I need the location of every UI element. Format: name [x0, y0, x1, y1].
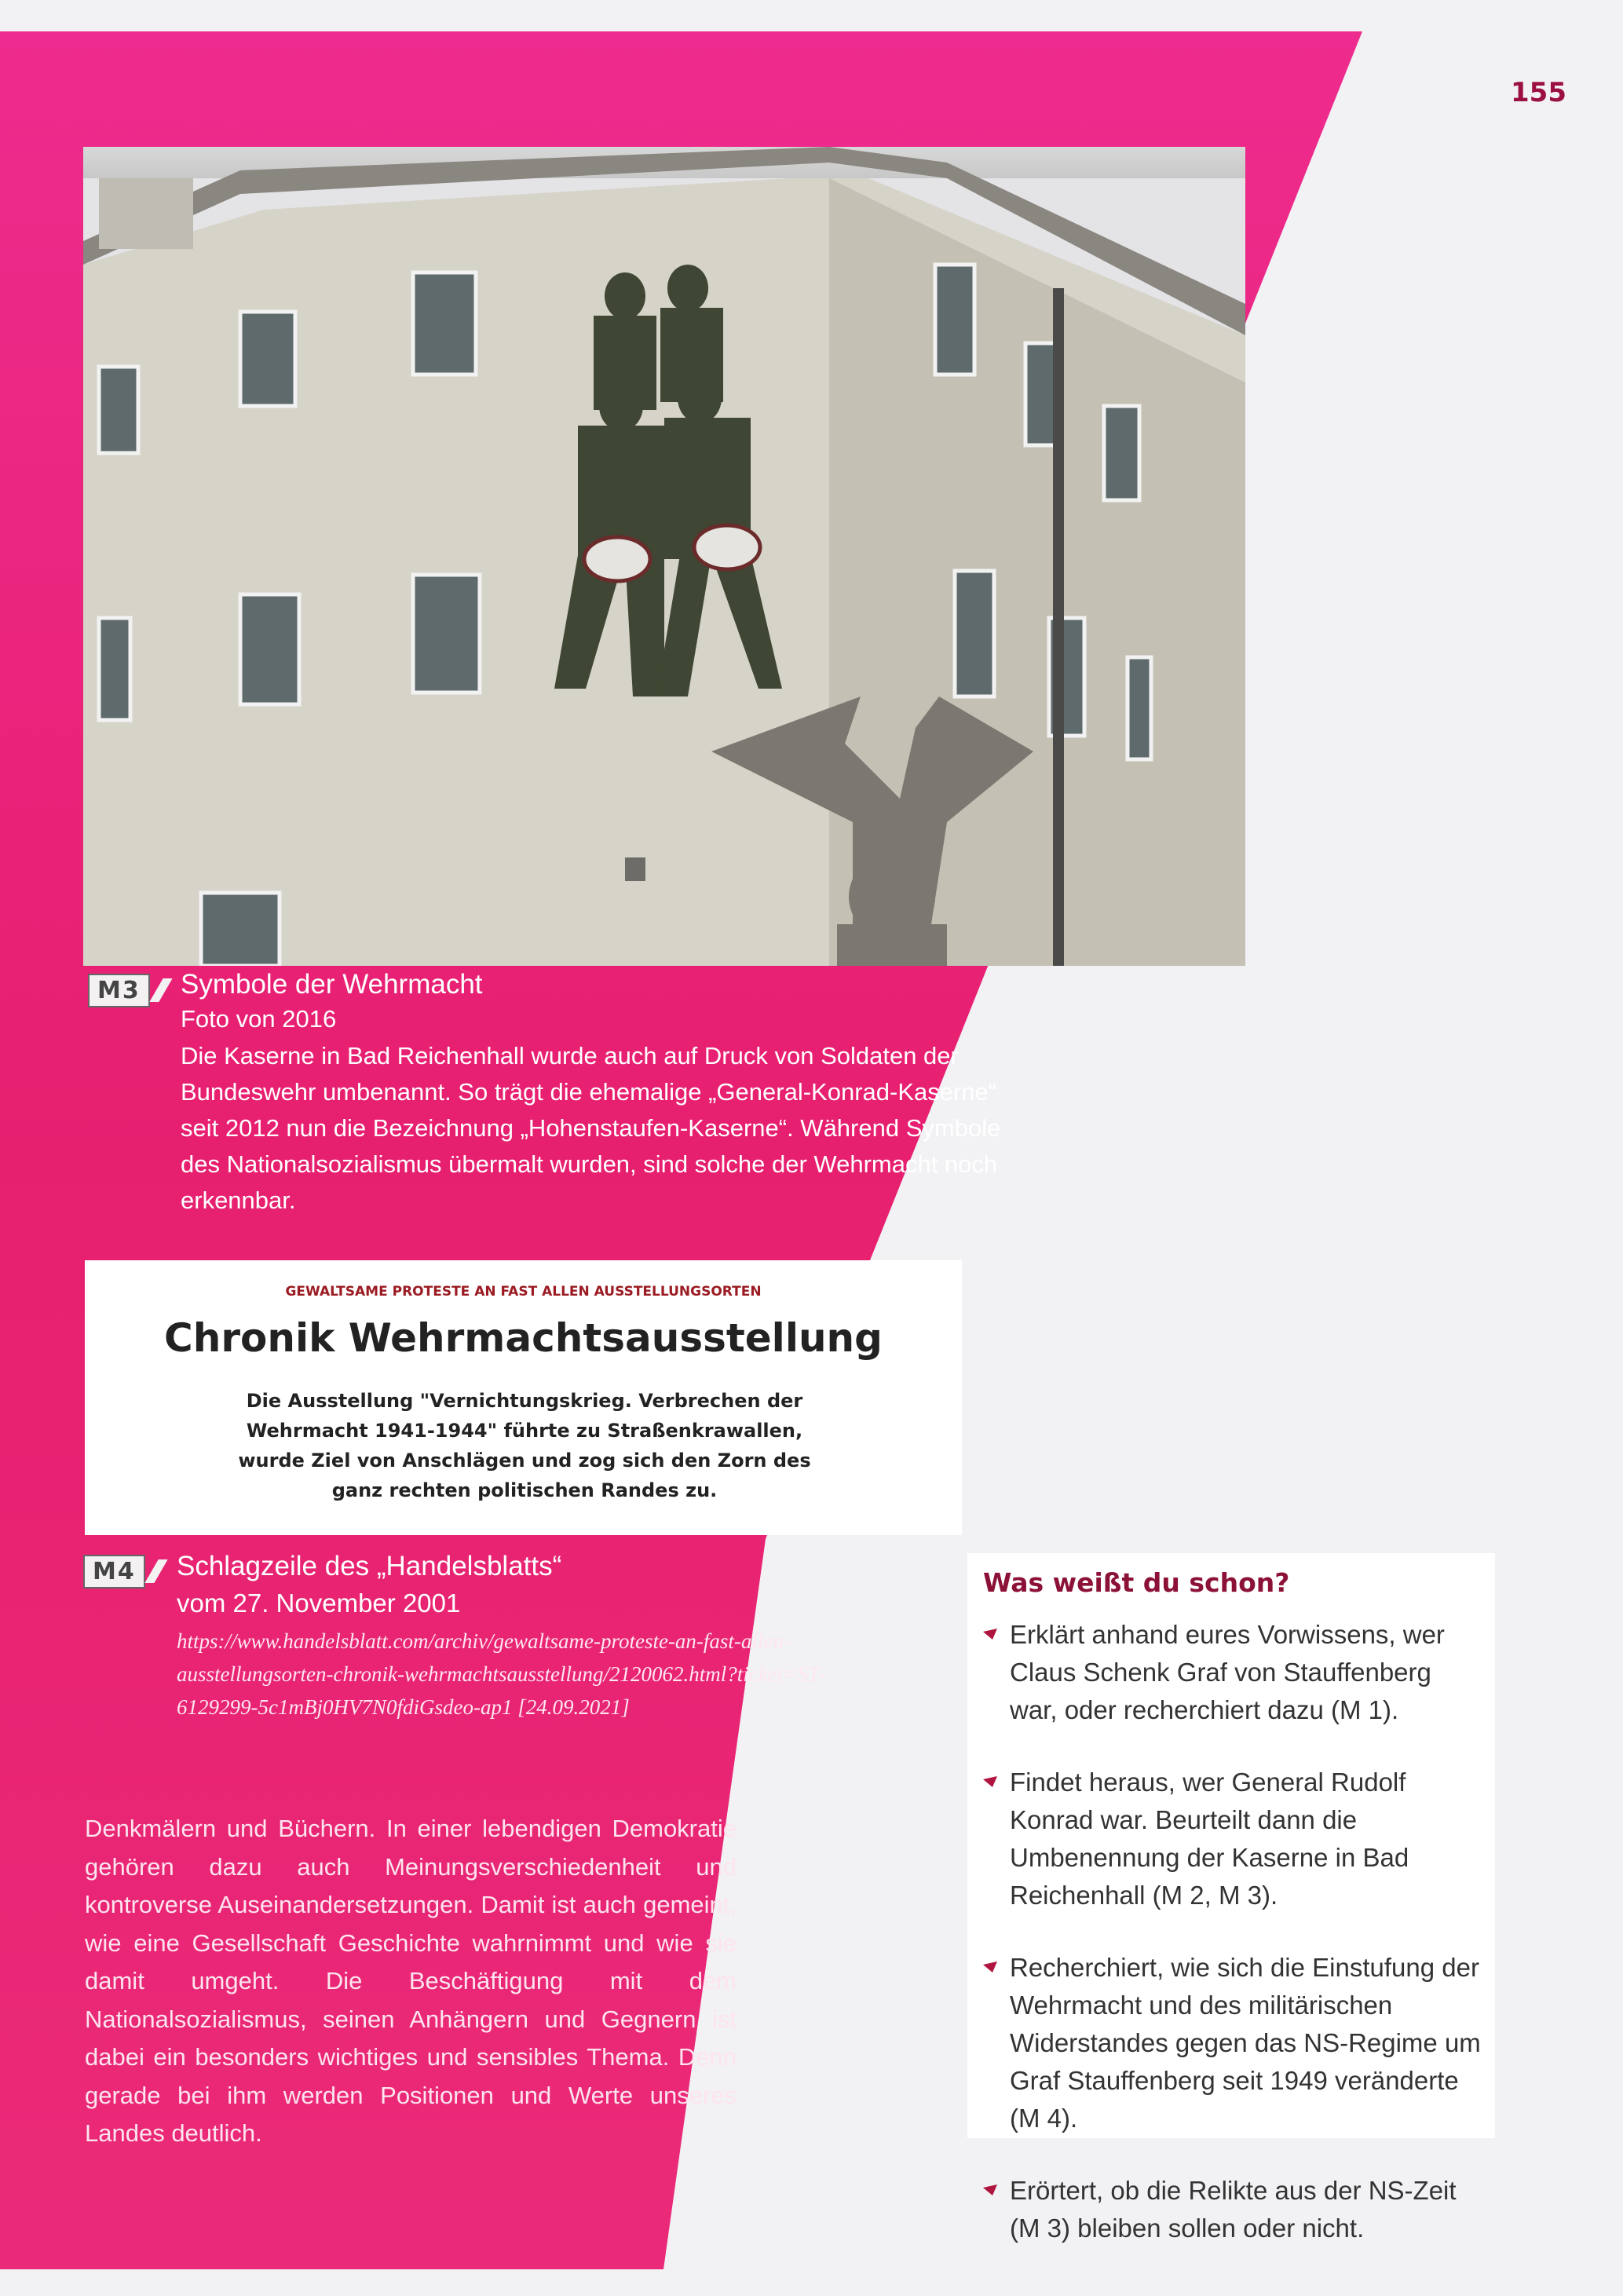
m4-date: vom 27. November 2001	[177, 1589, 461, 1618]
article-kicker: GEWALTSAME PROTESTE AN FAST ALLEN AUSSTELLUNGSORTEN	[285, 1284, 762, 1300]
m3-photo-barracks	[83, 147, 1245, 966]
quiz-item-text: Erörtert, ob die Relikte aus der NS-Zeit (M 3) bleiben sollen oder nicht.	[1010, 2176, 1457, 2243]
quiz-item-text: Findet heraus, wer General Rudolf Konrad war. Beurteilt dann die Umbenennung der Kaserne in Bad Reichenhall (M 2, M 3).	[1010, 1768, 1409, 1910]
body-text: Denkmälern und Büchern. In einer lebendigen Demokratie gehören dazu auch Meinungsverschiedenheit und kontroverse Auseinandersetzungen. Damit ist auch gemeint, wie eine Gesellschaft Geschichte wahrnimmt und wie sie damit umgeht. Die Beschäftigung mit dem Nationalsozialismus, seinen Anhängern und Gegnern ist dabei ein besonders wichtiges und sensibles Thema. Denn gerade bei ihm werden Positionen und Werte unseres Landes deutlich.	[85, 1815, 737, 2147]
quiz-item	[983, 1949, 1486, 2137]
m4-headline-clipping	[85, 1260, 962, 1535]
task-arrow-icon	[983, 1629, 997, 1640]
quiz-item-text: Recherchiert, wie sich die Einstufung der Wehrmacht und des militärischen Widerstandes gegen das NS-Regime um Graf Stauffenberg seit 1949 veränderte (M 4).	[1010, 1953, 1481, 2133]
article-lead: Die Ausstellung "Vernichtungskrieg. Verbrechen der Wehrmacht 1941-1944" führte zu Straßenkrawallen, wurde Ziel von Anschlägen und zog sich den Zorn des ganz rechten politischen Randes zu.	[238, 1390, 811, 1501]
task-arrow-icon	[983, 2184, 997, 2195]
m3-subtitle: Foto von 2016	[181, 1005, 337, 1033]
m4-source-url: https://www.handelsblatt.com/archiv/gewaltsame-proteste-an-fast-allen-ausstellungsorten-chronik-wehrmachtsausstellung/2120062.html?ticket=ST-6129299-5c1mBj0HV7N0fdiGsdeo-ap1 [24.09.2021]	[177, 1629, 825, 1719]
quiz-box	[967, 1553, 1495, 2243]
m4-tag: M4	[83, 1555, 145, 1589]
m3-caption	[181, 969, 1005, 1219]
quiz-item-text: Erklärt anhand eures Vorwissens, wer Claus Schenk Graf von Stauffenberg war, oder recherchiert dazu (M 1).	[1010, 1620, 1445, 1724]
quiz-item	[983, 2172, 1486, 2247]
quiz-list	[983, 1616, 1486, 2282]
quiz-item	[983, 1764, 1486, 1914]
m3-text: Die Kaserne in Bad Reichenhall wurde auch auf Druck von Soldaten der Bundeswehr umbenannt. So trägt die ehemalige „General-Konrad-Kaserne“ seit 2012 nun die Bezeichnung „Hohenstaufen-Kaserne“. Während Symbole des Nationalsozialismus übermalt wurden, sind solche der Wehrmacht noch erkennbar.	[181, 1042, 1001, 1214]
article-title: Chronik Wehrmachtsausstellung	[164, 1315, 883, 1361]
m3-tag: M3	[88, 974, 150, 1007]
task-arrow-icon	[983, 1961, 997, 1972]
page-number: 155	[1511, 77, 1566, 108]
quiz-title: Was weißt du schon?	[983, 1567, 1290, 1598]
quiz-item	[983, 1616, 1486, 1729]
task-arrow-icon	[983, 1776, 997, 1787]
m4-title: Schlagzeile des „Handelsblatts“	[177, 1551, 562, 1581]
m4-caption	[177, 1551, 828, 1724]
m3-title: Symbole der Wehrmacht	[181, 969, 483, 1000]
